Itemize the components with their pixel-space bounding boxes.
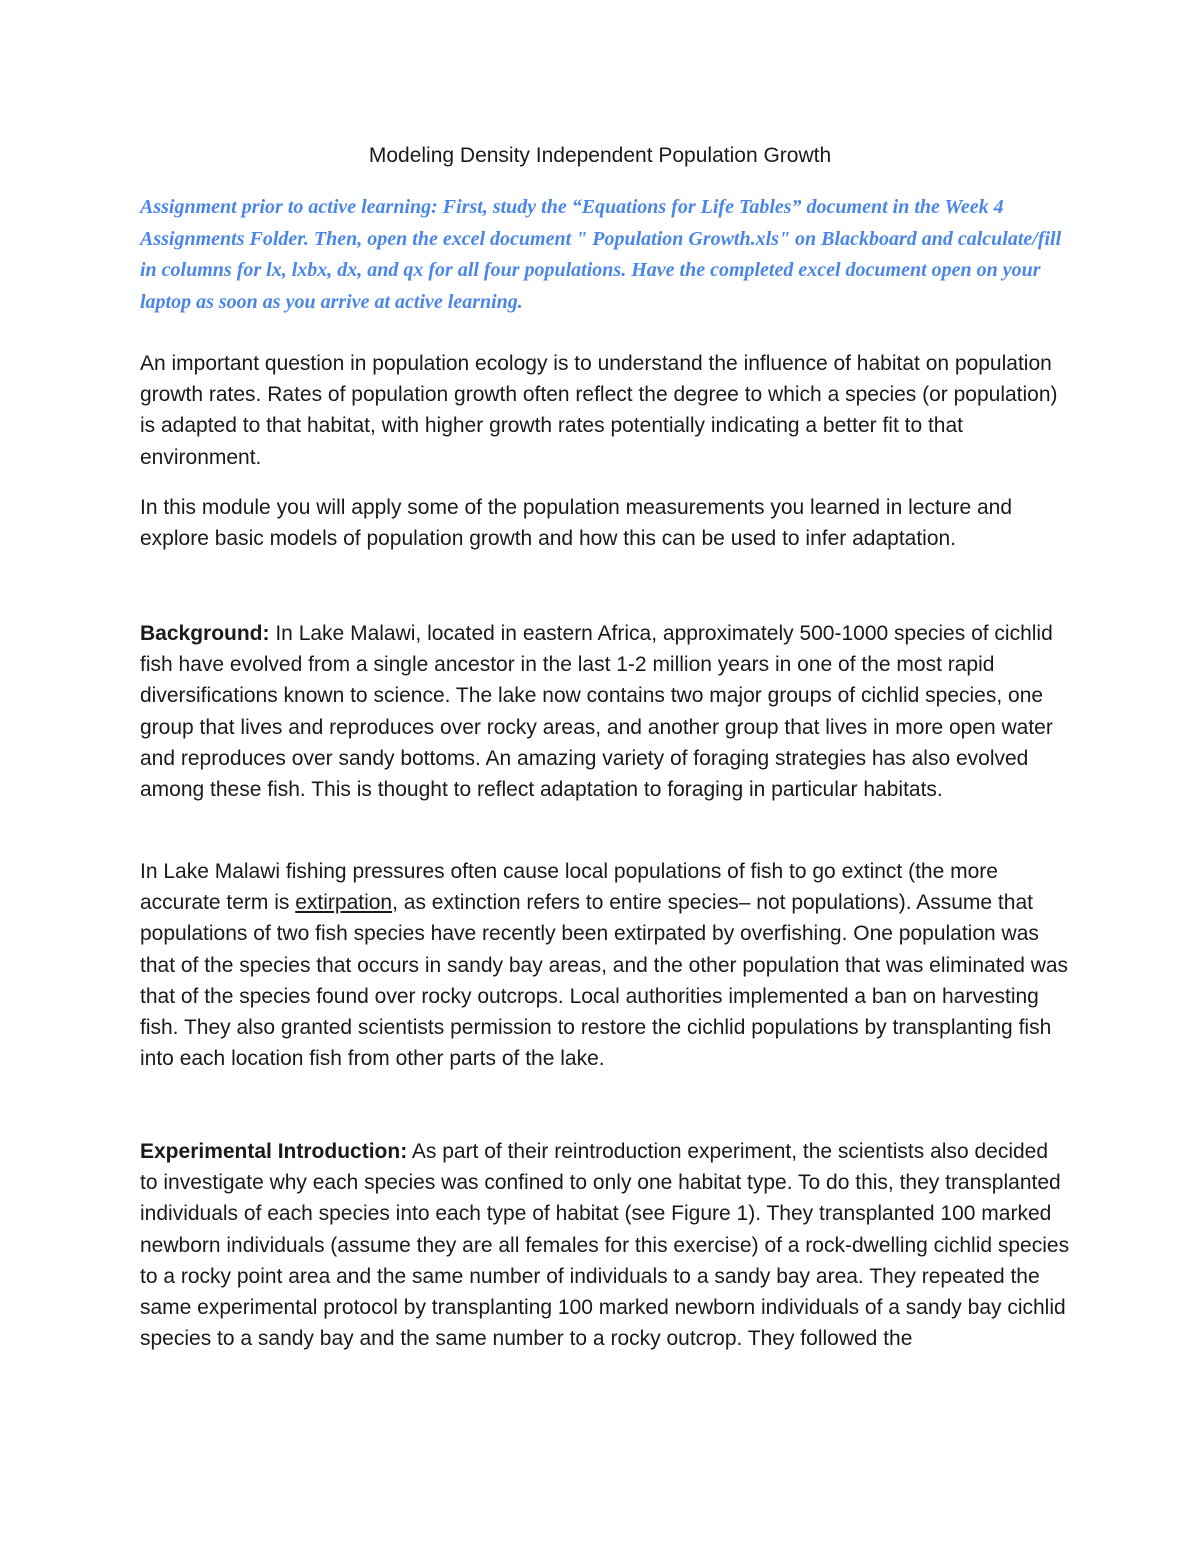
background-text: In Lake Malawi, located in eastern Africa, approximately 500-1000 species of cichlid fish have evolved from a single ancestor in the last 1-2 million years in one of the most rapid diversifications known to science. The lake now contains two major groups of cichlid species, one group that lives and reproduces over rocky areas, and another group that lives in more open water and reproduces over sandy bottoms. An amazing variety of foraging strategies has also evolved among these fish. This is thought to reflect adaptation to foraging in particular habitats. xyxy=(140,622,1053,802)
extirpation-paragraph xyxy=(140,856,1070,1074)
intro-paragraph: An important question in population ecology is to understand the influence of habitat on population growth rates. Rates of population growth often reflect the degree to which a species (or population) is adapted to that habitat, with higher growth rates potentially indicating a better fit to that environment. xyxy=(140,352,1058,469)
experimental-text: As part of their reintroduction experiment, the scientists also decided to investigate why each species was confined to only one habitat type. To do this, they transplanted individuals of each species into each type of habitat (see Figure 1). They transplanted 100 marked newborn individuals (assume they are all females for this exercise) of a rock-dwelling cichlid species to a rocky point area and the same number of individuals to a sandy bay area. They repeated the same experimental protocol by transplanting 100 marked newborn individuals of a sandy bay cichlid species to a sandy bay and the same number to a rocky outcrop. They followed the xyxy=(140,1140,1070,1351)
extirpation-term: extirpation xyxy=(295,891,393,915)
document-title: Modeling Density Independent Population Growth xyxy=(368,144,832,167)
extirpation-text-after: , as extinction refers to entire species– not populations). Assume that populations of two fish species have recently been extirpated by overfishing. One population was that of the species that occurs in sandy bay areas, and the other population that was eliminated was that of the species found over rocky outcrops. Local authorities implemented a ban on harvesting fish. They also granted scientists permission to restore the cichlid populations by transplanting fish into each location fish from other parts of the lake. xyxy=(140,891,1069,1071)
experimental-heading: Experimental Introduction: xyxy=(140,1140,408,1163)
background-heading: Background: xyxy=(140,622,270,645)
extirpation-text-before: In Lake Malawi fishing pressures often cause local populations of fish to go extinct (the more accurate term is xyxy=(140,860,998,915)
background-paragraph xyxy=(140,618,1070,805)
module-paragraph: In this module you will apply some of the population measurements you learned in lecture and explore basic models of population growth and how this can be used to infer adaptation. xyxy=(140,496,1013,551)
assignment-instructions: Assignment prior to active learning: First, study the “Equations for Life Tables” document in the Week 4 Assignments Folder. Then, open the excel document " Population Growth.xls" on Blackboard and calculate/fill in columns for lx, lxbx, dx, and qx for all four populations. Have the completed excel document open on your laptop as soon as you arrive at active learning. xyxy=(140,196,1062,313)
experimental-paragraph xyxy=(140,1136,1070,1354)
